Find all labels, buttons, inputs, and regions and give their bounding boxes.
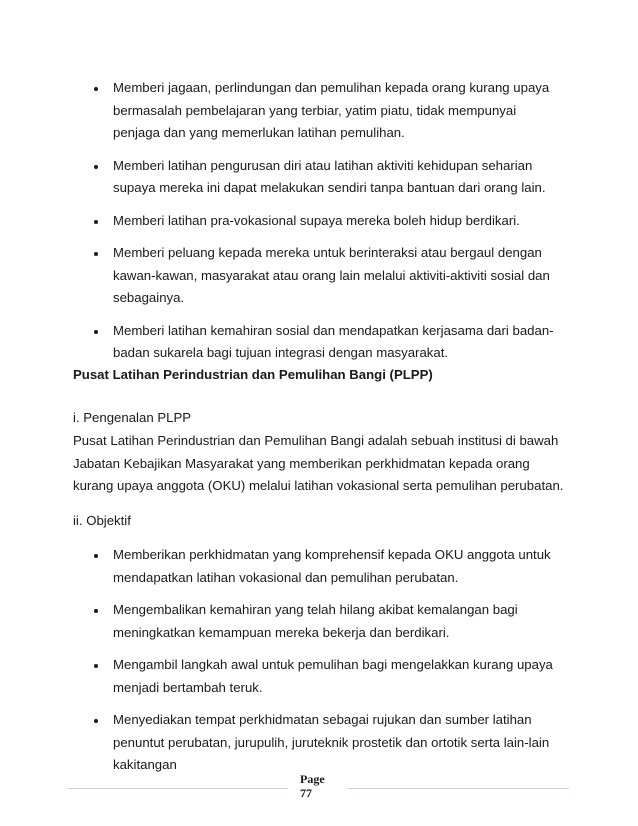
section-heading: Pusat Latihan Perindustrian dan Pemulihan Bangi (PLPP)	[73, 367, 433, 382]
list-item	[94, 599, 564, 644]
list-item	[94, 709, 564, 777]
list-item-text: Memberi peluang kepada mereka untuk berinteraksi atau bergaul dengan kawan-kawan, masyarakat atau orang lain melalui aktiviti-aktiviti sosial dan sebagainya.	[113, 245, 550, 305]
bullet-icon	[94, 252, 98, 256]
page-number-label	[300, 772, 325, 800]
page-number: 77	[300, 786, 312, 800]
list-item-text: Memberikan perkhidmatan yang komprehensif kepada OKU anggota untuk mendapatkan latihan vokasional dan pemulihan perubatan.	[113, 547, 551, 585]
bullet-icon	[94, 664, 98, 668]
subheading-objectives: ii. Objektif	[73, 513, 131, 528]
list-item	[94, 155, 564, 200]
list-item-text: Menyediakan tempat perkhidmatan sebagai rujukan dan sumber latihan penuntut perubatan, jurupulih, juruteknik prostetik dan ortotik serta lain-lain kakitangan	[113, 712, 550, 772]
bullet-icon	[94, 220, 98, 224]
list-item	[94, 654, 564, 699]
list-item	[94, 544, 564, 589]
subheading-introduction: i. Pengenalan PLPP	[73, 410, 192, 425]
bullet-icon	[94, 165, 98, 169]
bullet-icon	[94, 609, 98, 613]
bullet-icon	[94, 719, 98, 723]
list-item-text: Memberi latihan pra-vokasional supaya mereka boleh hidup berdikari.	[113, 212, 520, 228]
bullet-icon	[94, 554, 98, 558]
list-item-text: Mengambil langkah awal untuk pemulihan bagi mengelakkan kurang upaya menjadi bertambah teruk.	[113, 657, 553, 695]
objectives-list-2	[94, 544, 564, 787]
bullet-icon	[94, 330, 98, 334]
list-item-text: Mengembalikan kemahiran yang telah hilang akibat kemalangan bagi meningkatkan kemampuan mereka bekerja dan berdikari.	[113, 602, 518, 640]
page-word: Page	[300, 772, 325, 786]
list-item	[94, 77, 564, 145]
list-item-text: Memberi jagaan, perlindungan dan pemulihan kepada orang kurang upaya bermasalah pembelajaran yang terbiar, yatim piatu, tidak mempunyai penjaga dan yang memerlukan latihan pemulihan.	[113, 80, 550, 140]
footer-divider-left	[68, 788, 288, 789]
list-item	[94, 210, 564, 233]
list-item	[94, 242, 564, 310]
bullet-icon	[94, 87, 98, 91]
objectives-list-1	[94, 77, 564, 375]
list-item-text: Memberi latihan pengurusan diri atau latihan aktiviti kehidupan seharian supaya mereka ini dapat melakukan sendiri tanpa bantuan dari orang lain.	[113, 157, 546, 195]
list-item	[94, 320, 564, 365]
list-item-text: Memberi latihan kemahiran sosial dan mendapatkan kerjasama dari badan-badan sukarela bagi tujuan integrasi dengan masyarakat.	[113, 322, 554, 360]
footer-divider-right	[348, 788, 569, 789]
introduction-paragraph: Pusat Latihan Perindustrian dan Pemulihan Bangi adalah sebuah institusi di bawah Jabatan Kebajikan Masyarakat yang memberikan perkhidmatan kepada orang kurang upaya anggota (OKU) melalui latihan vokasional serta pemulihan perubatan.	[73, 433, 564, 493]
